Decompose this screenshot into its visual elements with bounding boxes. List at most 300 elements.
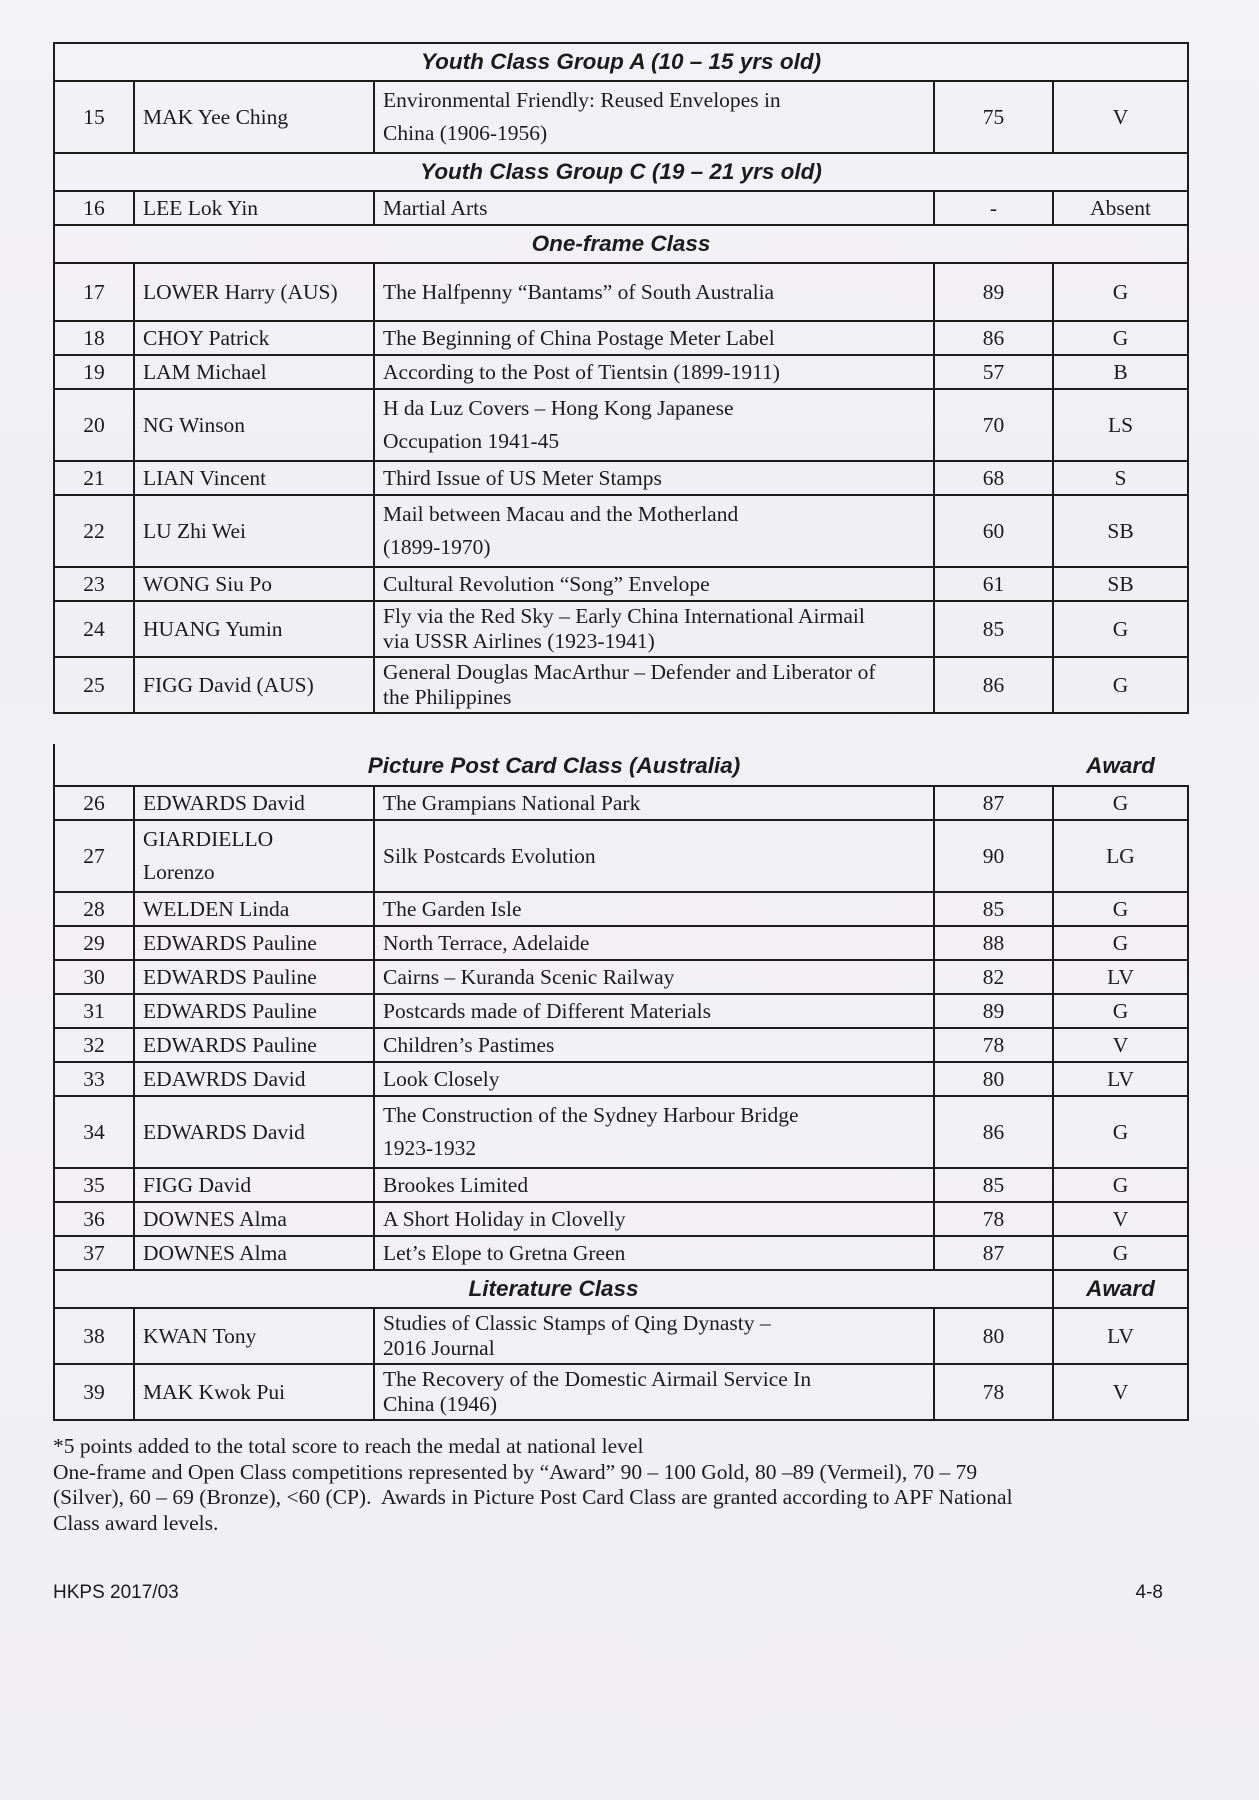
award-cell <box>1053 1062 1188 1096</box>
exhibitor-name-cell <box>134 786 374 820</box>
exhibitor-name-cell <box>134 1028 374 1062</box>
score-cell-text: 75 <box>982 104 1005 129</box>
exhibit-title-cell <box>374 1096 934 1168</box>
score-cell <box>934 461 1053 495</box>
award-cell-text: LG <box>1106 843 1135 868</box>
score-cell-text: 87 <box>982 1241 1005 1265</box>
exhibit-row <box>54 657 1188 713</box>
exhibit-number-cell <box>54 657 134 713</box>
exhibit-number-cell-text: 21 <box>83 466 105 490</box>
exhibit-title-cell <box>374 1202 934 1236</box>
score-cell <box>934 1308 1053 1364</box>
exhibit-title-cell <box>374 567 934 601</box>
exhibit-title-cell-text: The Halfpenny “Bantams” of South Australia <box>383 280 775 304</box>
exhibit-title-cell-text: Mail between Macau and the Motherland <box>383 502 739 526</box>
exhibit-row <box>54 389 1188 461</box>
exhibit-title-cell-text: According to the Post of Tientsin (1899-1911) <box>383 360 780 384</box>
exhibit-number-cell-text: 28 <box>83 897 105 921</box>
exhibit-number-cell-text: 27 <box>83 843 105 868</box>
exhibit-number-cell <box>54 191 134 225</box>
score-cell <box>934 1168 1053 1202</box>
exhibit-title-cell-text: China (1906-1956) <box>383 121 548 145</box>
exhibit-title-cell-text: via USSR Airlines (1923-1941) <box>383 629 655 653</box>
exhibit-title-cell <box>374 81 934 153</box>
award-cell-text: V <box>1112 1379 1129 1404</box>
exhibit-number-cell-text: 15 <box>83 104 105 129</box>
exhibitor-name-cell <box>134 657 374 713</box>
award-column-label: Award <box>1086 753 1155 778</box>
award-cell-text: LV <box>1107 1323 1134 1348</box>
award-cell <box>1053 926 1188 960</box>
exhibit-number-cell-text: 30 <box>83 965 105 989</box>
award-cell-text: G <box>1112 1241 1129 1265</box>
exhibitor-name-cell <box>134 926 374 960</box>
score-cell <box>934 1202 1053 1236</box>
award-cell <box>1053 1364 1188 1420</box>
results-table-one-frame <box>53 42 1189 714</box>
exhibit-number-cell <box>54 1236 134 1270</box>
score-cell-text: 78 <box>982 1207 1005 1231</box>
award-cell <box>1053 1028 1188 1062</box>
exhibit-title-cell-text: Occupation 1941-45 <box>383 429 560 453</box>
exhibit-row <box>54 461 1188 495</box>
exhibit-row <box>54 81 1188 153</box>
exhibitor-name-cell-text: LAM Michael <box>143 360 267 384</box>
exhibit-title-cell <box>374 1062 934 1096</box>
exhibitor-name-cell-text: EDAWRDS David <box>143 1067 306 1091</box>
exhibitor-name-cell <box>134 1202 374 1236</box>
class-header-row <box>54 1270 1188 1308</box>
award-column-label: Award <box>1053 1270 1188 1308</box>
score-cell <box>934 389 1053 461</box>
score-cell-text: 86 <box>982 1119 1005 1144</box>
exhibit-title-cell-text: Look Closely <box>383 1067 500 1091</box>
score-cell <box>934 191 1053 225</box>
award-cell-text: Absent <box>1090 196 1151 220</box>
award-cell <box>1053 820 1188 892</box>
class-title: Youth Class Group C (19 – 21 yrs old) <box>54 153 1188 191</box>
score-cell-text: 89 <box>982 280 1005 304</box>
exhibit-title-cell-text: Postcards made of Different Materials <box>383 999 711 1023</box>
exhibit-number-cell-text: 22 <box>83 518 105 543</box>
score-cell <box>934 567 1053 601</box>
score-cell <box>934 81 1053 153</box>
document-reference: HKPS 2017/03 <box>53 1582 179 1603</box>
exhibit-title-cell-text: 2016 Journal <box>383 1336 495 1360</box>
score-cell <box>934 1364 1053 1420</box>
exhibitor-name-cell <box>134 355 374 389</box>
exhibitor-name-cell <box>134 892 374 926</box>
award-cell <box>1053 355 1188 389</box>
exhibit-number-cell <box>54 1028 134 1062</box>
score-cell-text: 85 <box>982 616 1005 641</box>
exhibit-title-cell <box>374 355 934 389</box>
exhibit-number-cell-text: 32 <box>83 1033 105 1057</box>
score-cell-text: 85 <box>982 897 1005 921</box>
exhibit-title-cell-text: Silk Postcards Evolution <box>383 843 596 868</box>
award-cell-text: G <box>1112 1119 1129 1144</box>
exhibit-number-cell-text: 16 <box>83 196 105 220</box>
score-cell <box>934 355 1053 389</box>
note-paragraph <box>53 1460 1198 1537</box>
exhibitor-name-cell-text: EDWARDS Pauline <box>143 999 317 1023</box>
award-cell <box>1053 1096 1188 1168</box>
exhibitor-name-cell <box>134 389 374 461</box>
exhibit-number-cell <box>54 892 134 926</box>
exhibit-number-cell-text: 39 <box>83 1379 105 1404</box>
exhibit-number-cell <box>54 960 134 994</box>
class-header-row <box>54 744 1188 786</box>
exhibit-title-cell-text: A Short Holiday in Clovelly <box>383 1207 626 1231</box>
score-cell-text: 78 <box>982 1033 1005 1057</box>
exhibit-title-cell-text: Studies of Classic Stamps of Qing Dynasty – <box>383 1311 771 1335</box>
award-cell-text: G <box>1112 280 1129 304</box>
exhibitor-name-cell <box>134 1062 374 1096</box>
exhibitor-name-cell <box>134 1168 374 1202</box>
score-cell <box>934 495 1053 567</box>
exhibit-number-cell-text: 31 <box>83 999 105 1023</box>
exhibit-number-cell <box>54 495 134 567</box>
exhibit-title-cell-text: (1899-1970) <box>383 535 491 559</box>
score-cell-text: 80 <box>982 1067 1005 1091</box>
award-cell-text: G <box>1112 897 1129 921</box>
class-title: One-frame Class <box>54 225 1188 263</box>
exhibit-number-cell <box>54 1202 134 1236</box>
score-cell <box>934 786 1053 820</box>
exhibit-number-cell-text: 19 <box>83 360 105 384</box>
exhibitor-name-cell <box>134 81 374 153</box>
class-header-row <box>54 153 1188 191</box>
exhibitor-name-cell-text: LIAN Vincent <box>143 466 267 490</box>
score-cell <box>934 1236 1053 1270</box>
exhibit-number-cell-text: 37 <box>83 1241 105 1265</box>
class-header-row <box>54 43 1188 81</box>
exhibit-number-cell-text: 35 <box>83 1173 105 1197</box>
score-cell-text: 88 <box>982 931 1005 955</box>
exhibit-title-cell <box>374 495 934 567</box>
score-cell <box>934 960 1053 994</box>
award-cell <box>1053 263 1188 321</box>
exhibit-number-cell <box>54 786 134 820</box>
exhibit-row <box>54 1236 1188 1270</box>
exhibitor-name-cell-text: DOWNES Alma <box>143 1207 287 1231</box>
exhibitor-name-cell <box>134 263 374 321</box>
exhibitor-name-cell-text: EDWARDS David <box>143 1119 305 1144</box>
award-cell <box>1053 495 1188 567</box>
score-cell-text: 61 <box>982 572 1005 596</box>
exhibitor-name-cell <box>134 567 374 601</box>
award-cell-text: V <box>1112 1033 1129 1057</box>
award-cell <box>1053 567 1188 601</box>
exhibitor-name-cell-text: EDWARDS Pauline <box>143 1033 317 1057</box>
exhibitor-name-cell <box>134 321 374 355</box>
exhibit-row <box>54 820 1188 892</box>
exhibit-row <box>54 1028 1188 1062</box>
exhibit-title-cell <box>374 389 934 461</box>
exhibit-row <box>54 355 1188 389</box>
exhibitor-name-cell-text: LU Zhi Wei <box>143 518 246 543</box>
exhibit-number-cell <box>54 263 134 321</box>
exhibit-number-cell <box>54 1096 134 1168</box>
exhibit-number-cell-text: 38 <box>83 1323 105 1348</box>
exhibit-title-cell <box>374 321 934 355</box>
exhibit-number-cell-text: 26 <box>83 791 105 815</box>
award-cell <box>1053 1202 1188 1236</box>
exhibit-title-cell-text: Martial Arts <box>383 196 488 220</box>
exhibit-title-cell-text: Environmental Friendly: Reused Envelopes in <box>383 88 781 112</box>
exhibit-number-cell-text: 33 <box>83 1067 105 1091</box>
class-title: Youth Class Group A (10 – 15 yrs old) <box>54 43 1188 81</box>
exhibit-number-cell-text: 36 <box>83 1207 105 1231</box>
award-cell <box>1053 994 1188 1028</box>
award-cell-text: G <box>1112 1173 1129 1197</box>
exhibit-title-cell <box>374 926 934 960</box>
exhibit-number-cell-text: 25 <box>83 672 105 697</box>
exhibit-row <box>54 994 1188 1028</box>
class-title: Picture Post Card Class (Australia) <box>54 744 1053 786</box>
exhibit-number-cell-text: 24 <box>83 616 105 641</box>
exhibit-row <box>54 926 1188 960</box>
exhibitor-name-cell <box>134 495 374 567</box>
score-cell <box>934 657 1053 713</box>
exhibitor-name-cell-text: FIGG David (AUS) <box>143 672 314 697</box>
exhibitor-name-cell-text: GIARDIELLO <box>143 827 274 851</box>
exhibitor-name-cell <box>134 1096 374 1168</box>
exhibit-title-cell-text: The Recovery of the Domestic Airmail Service In <box>383 1367 812 1391</box>
exhibit-title-cell <box>374 461 934 495</box>
exhibit-title-cell <box>374 960 934 994</box>
page-number: 4-8 <box>1135 1582 1163 1603</box>
exhibit-title-cell-text: Cairns – Kuranda Scenic Railway <box>383 965 675 989</box>
award-cell <box>1053 81 1188 153</box>
exhibitor-name-cell-text: LOWER Harry (AUS) <box>143 280 338 304</box>
score-cell <box>934 820 1053 892</box>
exhibitor-name-cell-text: Lorenzo <box>143 860 215 884</box>
award-cell <box>1053 657 1188 713</box>
score-cell <box>934 994 1053 1028</box>
class-header-row <box>54 225 1188 263</box>
award-cell-text: V <box>1112 1207 1129 1231</box>
exhibitor-name-cell-text: LEE Lok Yin <box>143 196 259 220</box>
exhibit-number-cell <box>54 601 134 657</box>
exhibit-row <box>54 892 1188 926</box>
exhibit-row <box>54 1062 1188 1096</box>
award-cell <box>1053 892 1188 926</box>
note-line: Class award levels. <box>53 1510 219 1535</box>
exhibitor-name-cell <box>134 960 374 994</box>
exhibit-title-cell <box>374 1028 934 1062</box>
exhibitor-name-cell-text: KWAN Tony <box>143 1323 257 1348</box>
award-cell-text: SB <box>1107 572 1134 596</box>
score-cell <box>934 321 1053 355</box>
exhibitor-name-cell <box>134 461 374 495</box>
exhibitor-name-cell-text: EDWARDS Pauline <box>143 965 317 989</box>
exhibit-number-cell <box>54 1308 134 1364</box>
exhibit-title-cell-text: China (1946) <box>383 1392 498 1416</box>
exhibit-row <box>54 263 1188 321</box>
score-cell <box>934 601 1053 657</box>
award-cell-text: G <box>1112 999 1129 1023</box>
exhibit-row <box>54 1096 1188 1168</box>
exhibit-title-cell <box>374 786 934 820</box>
exhibitor-name-cell-text: FIGG David <box>143 1173 252 1197</box>
exhibit-row <box>54 786 1188 820</box>
exhibitor-name-cell <box>134 1364 374 1420</box>
score-cell <box>934 892 1053 926</box>
exhibit-title-cell-text: North Terrace, Adelaide <box>383 931 590 955</box>
exhibit-title-cell-text: The Grampians National Park <box>383 791 641 815</box>
exhibit-number-cell-text: 34 <box>83 1119 105 1144</box>
exhibit-number-cell <box>54 389 134 461</box>
score-cell <box>934 1028 1053 1062</box>
award-cell-text: G <box>1112 672 1129 697</box>
exhibit-number-cell <box>54 820 134 892</box>
exhibit-title-cell <box>374 892 934 926</box>
exhibitor-name-cell-text: WONG Siu Po <box>143 572 273 596</box>
award-cell-text: G <box>1112 791 1129 815</box>
note-line: *5 points added to the total score to reach the medal at national level <box>53 1434 644 1458</box>
exhibitor-name-cell-text: MAK Yee Ching <box>143 104 289 129</box>
note-line: One-frame and Open Class competitions represented by “Award” 90 – 100 Gold, 80 –89 (Vermeil), 70 – 79 <box>53 1459 978 1484</box>
exhibit-row <box>54 1308 1188 1364</box>
award-cell-text: V <box>1112 104 1129 129</box>
exhibit-number-cell <box>54 1168 134 1202</box>
score-cell-text: 57 <box>982 360 1005 384</box>
exhibit-row <box>54 1364 1188 1420</box>
exhibit-row <box>54 1202 1188 1236</box>
exhibit-title-cell-text: the Philippines <box>383 685 512 709</box>
exhibit-title-cell-text: 1923-1932 <box>383 1136 477 1160</box>
score-cell-text: 60 <box>982 518 1005 543</box>
exhibit-row <box>54 495 1188 567</box>
exhibit-number-cell-text: 18 <box>83 326 105 350</box>
page-footer <box>53 1582 1163 1604</box>
score-cell-text: 90 <box>982 843 1005 868</box>
note-line: (Silver), 60 – 69 (Bronze), <60 (CP). Awards in Picture Post Card Class are granted according to APF National <box>53 1485 1013 1509</box>
score-cell <box>934 926 1053 960</box>
exhibitor-name-cell-text: CHOY Patrick <box>143 326 270 350</box>
exhibit-title-cell-text: Fly via the Red Sky – Early China International Airmail <box>383 604 865 628</box>
exhibit-number-cell <box>54 926 134 960</box>
exhibit-number-cell-text: 29 <box>83 931 105 955</box>
award-cell-text: LS <box>1107 412 1134 437</box>
score-cell <box>934 263 1053 321</box>
exhibit-title-cell <box>374 1308 934 1364</box>
exhibit-title-cell-text: General Douglas MacArthur – Defender and Liberator of <box>383 660 876 684</box>
exhibit-number-cell <box>54 1364 134 1420</box>
footnotes <box>53 1434 1198 1536</box>
score-cell-text: 87 <box>982 791 1005 815</box>
exhibit-row <box>54 321 1188 355</box>
exhibit-title-cell <box>374 657 934 713</box>
exhibitor-name-cell-text: DOWNES Alma <box>143 1241 287 1265</box>
exhibitor-name-cell-text: MAK Kwok Pui <box>143 1379 286 1404</box>
score-cell-text: 80 <box>982 1323 1005 1348</box>
exhibit-title-cell-text: The Garden Isle <box>383 897 522 921</box>
exhibitor-name-cell-text: EDWARDS David <box>143 791 305 815</box>
award-cell-text: G <box>1112 616 1129 641</box>
award-cell <box>1053 1168 1188 1202</box>
award-cell <box>1053 1308 1188 1364</box>
exhibit-number-cell <box>54 994 134 1028</box>
award-cell-text: B <box>1113 360 1128 384</box>
exhibit-title-cell-text: The Beginning of China Postage Meter Label <box>383 326 775 350</box>
exhibit-row <box>54 601 1188 657</box>
exhibit-number-cell <box>54 461 134 495</box>
exhibitor-name-cell <box>134 994 374 1028</box>
class-title: Literature Class <box>54 1270 1053 1308</box>
results-table-postcard-literature <box>53 744 1189 1421</box>
award-cell-text: S <box>1114 466 1127 490</box>
exhibitor-name-cell <box>134 1308 374 1364</box>
award-cell <box>1053 389 1188 461</box>
exhibit-title-cell-text: Third Issue of US Meter Stamps <box>383 466 662 490</box>
score-cell-text: 85 <box>982 1173 1005 1197</box>
exhibitor-name-cell-text: HUANG Yumin <box>143 616 283 641</box>
exhibit-title-cell-text: Brookes Limited <box>383 1173 529 1197</box>
award-cell <box>1053 321 1188 355</box>
exhibit-row <box>54 1168 1188 1202</box>
award-cell <box>1053 461 1188 495</box>
exhibit-row <box>54 960 1188 994</box>
score-cell-text: 86 <box>982 672 1005 697</box>
exhibit-title-cell-text: Let’s Elope to Gretna Green <box>383 1241 626 1265</box>
award-cell-text: G <box>1112 931 1129 955</box>
exhibit-row <box>54 567 1188 601</box>
award-cell <box>1053 786 1188 820</box>
score-cell-text: - <box>989 196 998 220</box>
exhibit-title-cell <box>374 1236 934 1270</box>
exhibit-title-cell-text: Cultural Revolution “Song” Envelope <box>383 572 710 596</box>
exhibit-title-cell <box>374 1364 934 1420</box>
award-cell <box>1053 960 1188 994</box>
exhibit-title-cell <box>374 820 934 892</box>
exhibitor-name-cell-text: EDWARDS Pauline <box>143 931 317 955</box>
exhibit-number-cell <box>54 355 134 389</box>
award-cell-text: LV <box>1107 1067 1134 1091</box>
score-cell-text: 68 <box>982 466 1005 490</box>
exhibit-title-cell-text: The Construction of the Sydney Harbour Bridge <box>383 1103 799 1127</box>
exhibitor-name-cell-text: NG Winson <box>143 412 246 437</box>
exhibit-title-cell-text: H da Luz Covers – Hong Kong Japanese <box>383 396 734 420</box>
exhibit-title-cell <box>374 601 934 657</box>
award-cell-text: SB <box>1107 518 1134 543</box>
exhibit-number-cell <box>54 81 134 153</box>
note-paragraph <box>53 1434 1198 1460</box>
exhibit-title-cell <box>374 263 934 321</box>
exhibit-title-cell <box>374 191 934 225</box>
exhibit-row <box>54 191 1188 225</box>
exhibit-title-cell-text: Children’s Pastimes <box>383 1033 555 1057</box>
award-cell-text: G <box>1112 326 1129 350</box>
exhibit-number-cell-text: 23 <box>83 572 105 596</box>
score-cell <box>934 1062 1053 1096</box>
exhibit-title-cell <box>374 1168 934 1202</box>
score-cell-text: 70 <box>982 412 1005 437</box>
award-cell <box>1053 191 1188 225</box>
award-cell <box>1053 601 1188 657</box>
exhibitor-name-cell-text: WELDEN Linda <box>143 897 290 921</box>
score-cell-text: 82 <box>982 965 1005 989</box>
score-cell-text: 89 <box>982 999 1005 1023</box>
score-cell-text: 86 <box>982 326 1005 350</box>
exhibit-number-cell <box>54 321 134 355</box>
exhibitor-name-cell <box>134 601 374 657</box>
score-cell <box>934 1096 1053 1168</box>
exhibit-number-cell-text: 20 <box>83 412 105 437</box>
score-cell-text: 78 <box>982 1379 1005 1404</box>
exhibitor-name-cell <box>134 820 374 892</box>
